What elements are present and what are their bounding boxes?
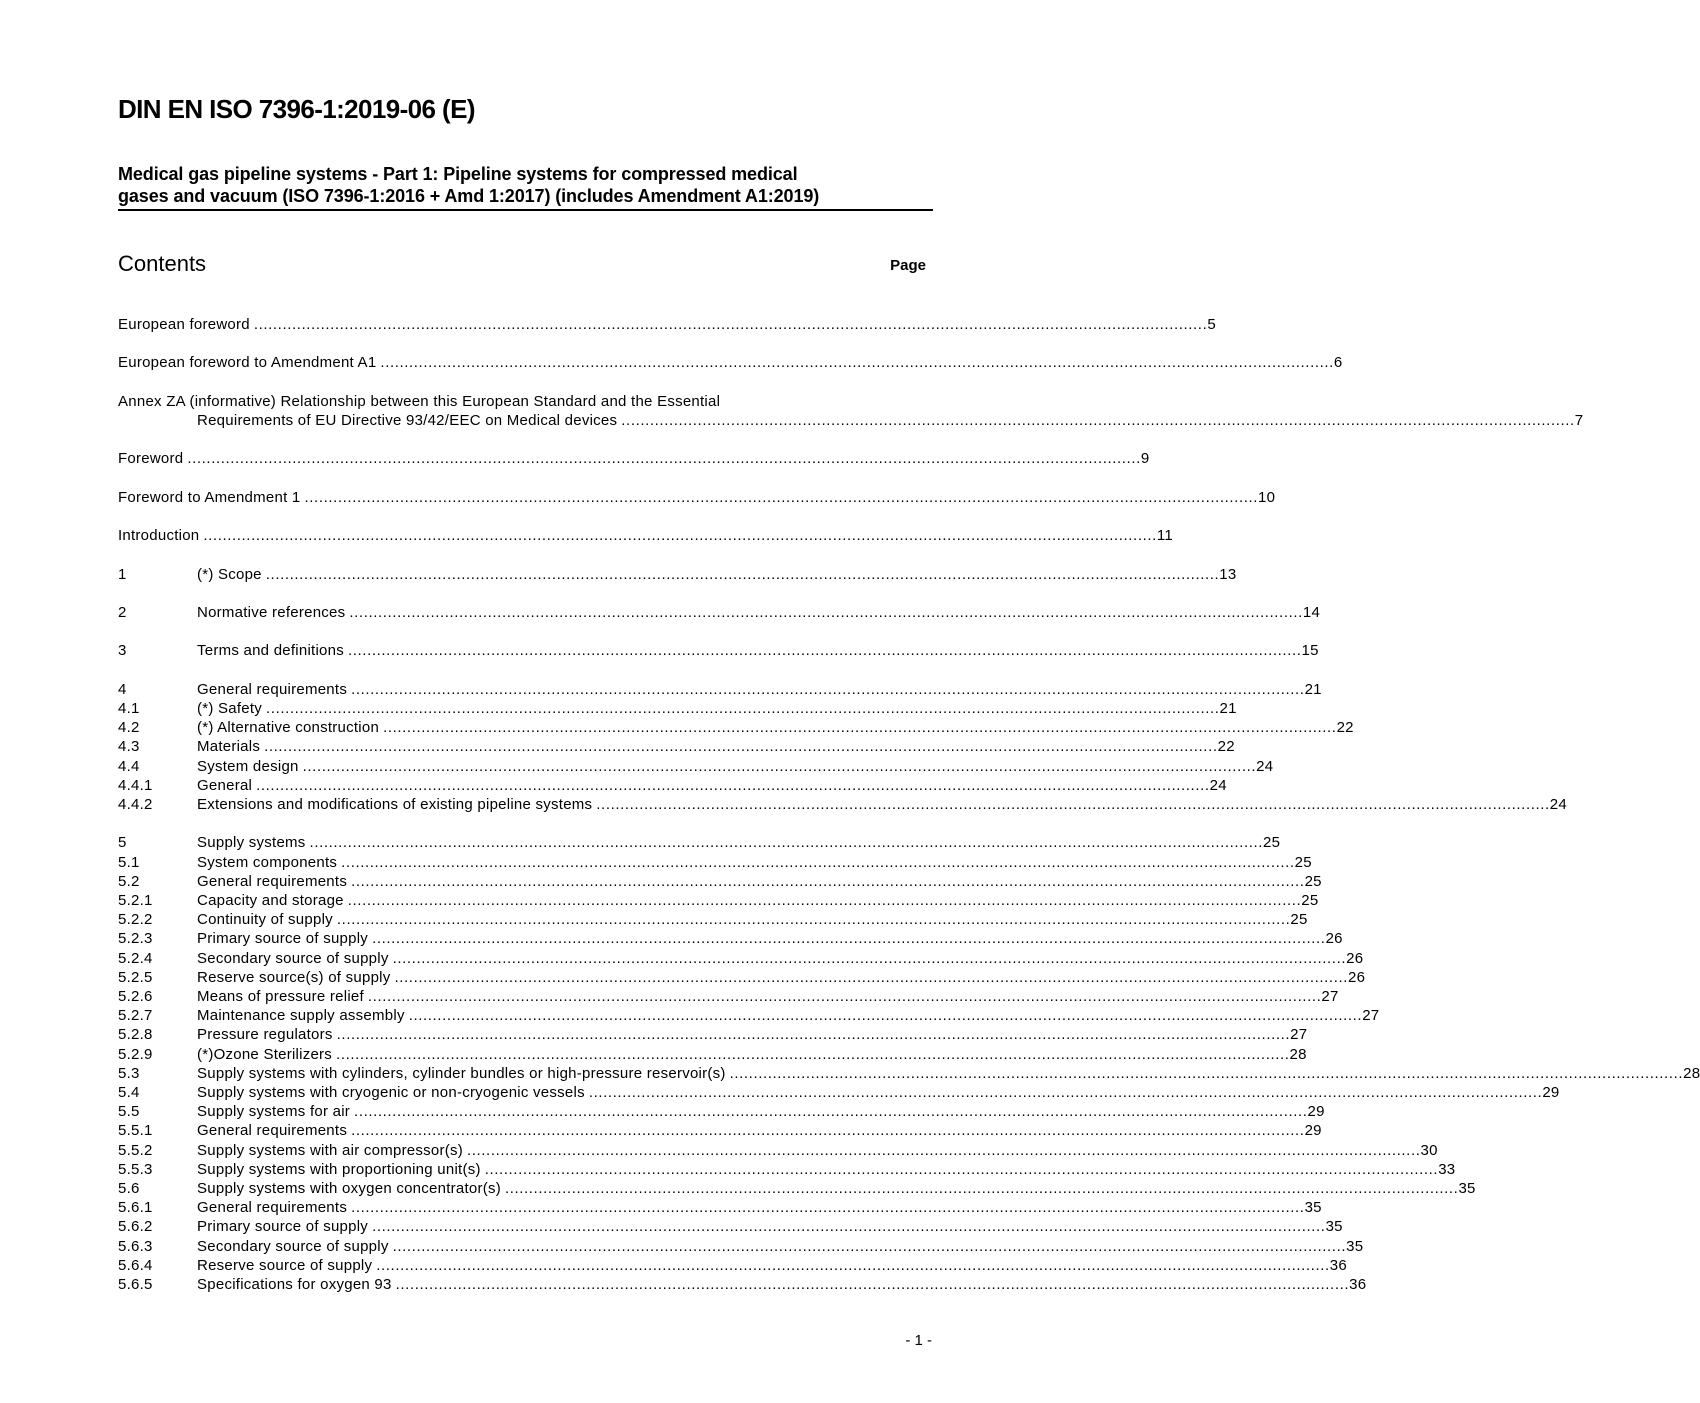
dot-leader: ........................................................................................................................................................................................................ [729,1064,1684,1082]
toc-entry-title: System design [197,757,299,775]
toc-entry[interactable] [118,1083,1560,1102]
toc-entry-title: (*) Alternative construction [197,719,380,737]
dot-leader: ........................................................................................................................................................................................................ [264,738,1218,756]
dot-leader: ........................................................................................................................................................................................................ [395,1276,1350,1293]
toc-entry-page: 6 [1333,354,1343,372]
toc-group [118,526,1173,545]
toc-entry-page: 25 [1294,853,1312,871]
toc-entry-title: Terms and definitions [197,642,344,660]
toc-entry[interactable] [118,1141,1438,1160]
toc-group [118,680,1567,814]
dot-leader: ........................................................................................................................................................................................................ [336,911,1291,929]
toc-entry-number: 5.2.8 [118,1026,153,1044]
toc-entry-title: Capacity and storage [197,891,344,909]
toc-entry-number: 5.2.6 [118,987,153,1005]
toc-entry[interactable] [118,1217,1343,1236]
dot-leader: ........................................................................................................................................................................................................ [372,1218,1326,1236]
dot-leader: ........................................................................................................................................................................................................ [484,1160,1439,1178]
toc-entry-number: 4.4.1 [118,776,153,794]
toc-entry-title: Continuity of supply [197,911,333,929]
toc-entry-page: 28 [1289,1045,1307,1063]
dot-leader: ........................................................................................................................................................................................................ [392,1237,1347,1255]
toc-entry[interactable] [118,776,1227,795]
contents-heading: Contents [118,251,207,276]
toc-entry-title: Reserve source of supply [197,1256,373,1274]
dot-leader: ........................................................................................................................................................................................................ [309,834,1264,852]
toc-entry-number: 5.5.2 [118,1141,153,1159]
toc-entry-title: General requirements [197,1122,348,1140]
dot-leader: ........................................................................................................................................................................................................ [266,699,1220,717]
toc-entry-number: 4.3 [118,738,140,756]
toc-entry[interactable] [118,853,1312,872]
toc-entry-page: 13 [1219,565,1237,583]
toc-entry-page: 21 [1219,699,1237,717]
dot-leader: ........................................................................................................................................................................................................ [466,1141,1421,1159]
dot-leader: ........................................................................................................................................................................................................ [504,1179,1459,1197]
toc-entry-page: 28 [1683,1064,1700,1082]
toc-entry[interactable] [118,1256,1347,1275]
document-subtitle [118,163,933,207]
toc-entry-page: 35 [1325,1218,1343,1236]
toc-entry-number: 4 [118,680,127,698]
toc-entry-number: 1 [118,565,127,583]
page-column-label: Page [890,257,926,274]
toc-entry-title: Introduction [118,527,200,545]
toc-entry-page: 5 [1207,316,1216,333]
toc-entry-number: 5.3 [118,1064,140,1082]
toc-group [118,603,1321,622]
toc-group [118,353,1343,372]
dot-leader: ........................................................................................................................................................................................................ [596,795,1550,813]
toc-entry[interactable] [118,1198,1322,1217]
toc-entry-title: Supply systems with cryogenic or non-cryogenic vessels [197,1083,585,1101]
toc-entry-number: 5 [118,834,127,852]
toc-entry[interactable] [118,987,1339,1006]
toc-entry-title: Secondary source of supply [197,949,389,967]
toc-entry[interactable] [118,1064,1700,1083]
dot-leader: ........................................................................................................................................................................................................ [351,680,1305,698]
toc-entry-page: 9 [1140,450,1150,468]
toc-entry-page: 25 [1304,872,1322,890]
toc-entry[interactable] [118,1006,1380,1025]
toc-entry[interactable] [118,757,1274,776]
toc-entry-page: 24 [1256,757,1274,775]
toc-entry-page: 21 [1304,680,1322,698]
dot-leader: ........................................................................................................................................................................................................ [621,411,1575,429]
table-of-contents [118,315,1700,1313]
toc-entry[interactable] [118,833,1281,852]
toc-entry-page: 7 [1574,411,1584,429]
toc-entry-page: 22 [1336,719,1354,737]
toc-entry-number: 5.2.3 [118,930,153,948]
toc-entry[interactable] [118,1275,1367,1294]
toc-entry[interactable] [118,565,1237,584]
subtitle-line-2: gases and vacuum (ISO 7396-1:2016 + Amd 1:2017) (includes Amendment A1:2019) [118,186,820,206]
toc-entry[interactable] [118,641,1319,660]
toc-group [118,565,1237,584]
toc-entry-page: 35 [1304,1199,1322,1217]
dot-leader: ........................................................................................................................................................................................................ [253,316,1208,333]
document-id: DIN EN ISO 7396-1:2019-06 (E) [118,94,475,124]
dot-leader: ........................................................................................................................................................................................................ [347,891,1302,909]
toc-entry-page: 11 [1156,527,1173,545]
toc-entry-page: 27 [1321,987,1339,1005]
toc-entry[interactable] [118,718,1354,737]
toc-entry-number: 4.2 [118,719,140,737]
subtitle-line-1: Medical gas pipeline systems - Part 1: Pipeline systems for compressed medical [118,164,798,184]
dot-leader: ........................................................................................................................................................................................................ [588,1083,1543,1101]
dot-leader: ........................................................................................................................................................................................................ [302,757,1257,775]
toc-entry-page: 27 [1290,1026,1308,1044]
toc-entry-number: 5.6.4 [118,1256,153,1274]
toc-entry-page: 36 [1329,1256,1347,1274]
dot-leader: ........................................................................................................................................................................................................ [336,1026,1291,1044]
toc-entry-title: European foreword to Amendment A1 [118,354,377,372]
toc-entry-page: 14 [1302,603,1321,621]
toc-entry-number: 5.6.2 [118,1218,153,1236]
toc-entry-page: 33 [1438,1160,1456,1178]
toc-entry-number: 5.5.1 [118,1122,153,1140]
toc-entry-number: 5.4 [118,1083,140,1101]
toc-group [118,833,1700,1294]
dot-leader: ........................................................................................................................................................................................................ [392,949,1347,967]
toc-entry-title: Primary source of supply [197,930,369,948]
toc-entry-number: 5.6.3 [118,1237,153,1255]
toc-entry[interactable] [118,1160,1456,1179]
toc-entry-title: Secondary source of supply [197,1237,389,1255]
toc-entry-page: 25 [1263,834,1281,852]
toc-entry-number: 5.2.9 [118,1045,153,1063]
toc-entry[interactable] [118,699,1237,718]
toc-entry-title: Foreword to Amendment 1 [118,488,301,506]
toc-entry[interactable] [118,795,1567,814]
toc-entry-title: Primary source of supply [197,1218,369,1236]
toc-entry[interactable] [118,680,1322,699]
toc-entry-number: 5.2.7 [118,1007,153,1025]
toc-entry-title: (*) Scope [197,565,262,583]
toc-entry[interactable] [118,929,1343,948]
toc-entry-number: 4.4.2 [118,795,153,813]
toc-entry[interactable] [118,488,1276,507]
dot-leader: ........................................................................................................................................................................................................ [376,1256,1330,1274]
toc-entry-title: European foreword [118,316,250,333]
toc-entry[interactable] [118,737,1235,756]
dot-leader: ........................................................................................................................................................................................................ [351,1122,1305,1140]
toc-entry-title: Normative references [197,603,346,621]
toc-entry-title: General requirements [197,872,348,890]
toc-entry[interactable] [118,1025,1308,1044]
toc-entry-page: 22 [1217,738,1235,756]
toc-entry-number: 5.6.1 [118,1199,153,1217]
toc-entry-title: Supply systems with proportioning unit(s) [197,1160,481,1178]
toc-entry[interactable] [118,872,1322,891]
title-rule [118,209,933,211]
toc-entry-title: Reserve source(s) of supply [197,968,391,986]
toc-entry-number: 5.2.1 [118,891,153,909]
toc-entry-page: 25 [1301,891,1319,909]
toc-entry[interactable] [118,526,1173,545]
toc-entry[interactable] [118,949,1364,968]
toc-entry-title: Pressure regulators [197,1026,333,1044]
toc-entry-page: 15 [1301,642,1319,660]
dot-leader: ........................................................................................................................................................................................................ [256,776,1210,794]
toc-entry-page: 26 [1348,968,1366,986]
dot-leader: ........................................................................................................................................................................................................ [372,930,1326,948]
toc-group [118,641,1319,660]
toc-entry[interactable] [118,891,1319,910]
toc-entry-page: 29 [1542,1083,1560,1101]
toc-entry-page: 27 [1362,1007,1380,1025]
toc-entry-number: 4.1 [118,699,140,717]
toc-entry[interactable] [118,353,1343,372]
toc-entry-number: 5.5.3 [118,1160,153,1178]
toc-entry[interactable] [118,1179,1476,1198]
dot-leader: ........................................................................................................................................................................................................ [265,565,1220,583]
toc-entry-title: Supply systems with oxygen concentrator(s) [197,1179,501,1197]
toc-entry-number: 5.2.2 [118,911,153,929]
toc-entry-title: Means of pressure relief [197,987,364,1005]
dot-leader: ........................................................................................................................................................................................................ [349,603,1303,621]
toc-entry-page: 26 [1346,949,1364,967]
toc-entry-number: 5.5 [118,1103,140,1121]
toc-entry-page: 29 [1304,1122,1322,1140]
toc-entry[interactable] [118,603,1321,622]
toc-entry[interactable] [118,411,1584,430]
toc-entry-title: Extensions and modifications of existing pipeline systems [197,795,593,813]
toc-entry-number: 3 [118,642,127,660]
toc-entry-page: 24 [1549,795,1567,813]
toc-entry[interactable] [118,968,1366,987]
dot-leader: ........................................................................................................................................................................................................ [354,1103,1308,1121]
toc-entry-title: Materials [197,738,261,756]
toc-entry[interactable] [118,315,1216,334]
toc-entry-title: (*) Safety [197,699,263,717]
toc-entry-page: 26 [1325,930,1343,948]
toc-entry[interactable] [118,1045,1307,1064]
dot-leader: ........................................................................................................................................................................................................ [203,527,1157,545]
toc-entry[interactable] [118,449,1150,468]
toc-entry-title: Maintenance supply assembly [197,1007,405,1025]
toc-entry-page: 35 [1458,1179,1476,1197]
dot-leader: ........................................................................................................................................................................................................ [348,642,1302,660]
dot-leader: ........................................................................................................................................................................................................ [367,987,1322,1005]
dot-leader: ........................................................................................................................................................................................................ [341,853,1295,871]
toc-entry-title: Supply systems with cylinders, cylinder bundles or high-pressure reservoir(s) [197,1064,726,1082]
toc-group [118,315,1216,334]
toc-entry-number: 5.6.5 [118,1276,153,1293]
toc-entry[interactable] [118,1102,1325,1121]
dot-leader: ........................................................................................................................................................................................................ [336,1045,1290,1063]
toc-entry-number: 5.2 [118,872,140,890]
toc-entry-page: 35 [1346,1237,1364,1255]
dot-leader: ........................................................................................................................................................................................................ [408,1007,1363,1025]
page-number: - 1 - [905,1332,932,1349]
toc-entry-line[interactable]: Annex ZA (informative) Relationship between this European Standard and the Essential [118,392,721,410]
dot-leader: ........................................................................................................................................................................................................ [304,488,1259,506]
toc-entry-title: Foreword [118,450,184,468]
toc-entry-number: 5.2.5 [118,968,153,986]
toc-entry-title: Supply systems [197,834,306,852]
toc-group [118,449,1150,468]
toc-entry-page: 36 [1349,1276,1367,1293]
toc-entry-title: Supply systems with air compressor(s) [197,1141,463,1159]
toc-group [118,488,1276,507]
toc-entry-page: 25 [1290,911,1308,929]
toc-entry-title: Supply systems for air [197,1103,351,1121]
toc-entry-number: 4.4 [118,757,140,775]
toc-entry-number: 5.6 [118,1179,140,1197]
toc-entry-title: System components [197,853,338,871]
toc-entry-title: General [197,776,253,794]
dot-leader: ........................................................................................................................................................................................................ [380,354,1334,372]
toc-entry-number: 2 [118,603,127,621]
dot-leader: ........................................................................................................................................................................................................ [383,719,1337,737]
toc-entry-number: 5.1 [118,853,140,871]
toc-entry[interactable] [118,1121,1322,1140]
toc-entry-title: Specifications for oxygen 93 [197,1276,392,1293]
dot-leader: ........................................................................................................................................................................................................ [351,872,1305,890]
toc-entry-page: 24 [1209,776,1227,794]
toc-entry-title: Requirements of EU Directive 93/42/EEC on Medical devices [197,411,618,429]
dot-leader: ........................................................................................................................................................................................................ [187,450,1141,468]
dot-leader: ........................................................................................................................................................................................................ [394,968,1348,986]
toc-entry-page: 29 [1307,1103,1325,1121]
toc-entry-page: 30 [1420,1141,1438,1159]
toc-entry-number: 5.2.4 [118,949,153,967]
toc-entry-title: General requirements [197,680,348,698]
toc-entry-title: (*)Ozone Sterilizers [197,1045,333,1063]
toc-entry[interactable] [118,910,1308,929]
toc-group [118,392,1584,430]
toc-entry-page: 10 [1258,488,1276,506]
toc-entry-title: General requirements [197,1199,348,1217]
toc-entry[interactable] [118,1237,1364,1256]
dot-leader: ........................................................................................................................................................................................................ [351,1199,1305,1217]
